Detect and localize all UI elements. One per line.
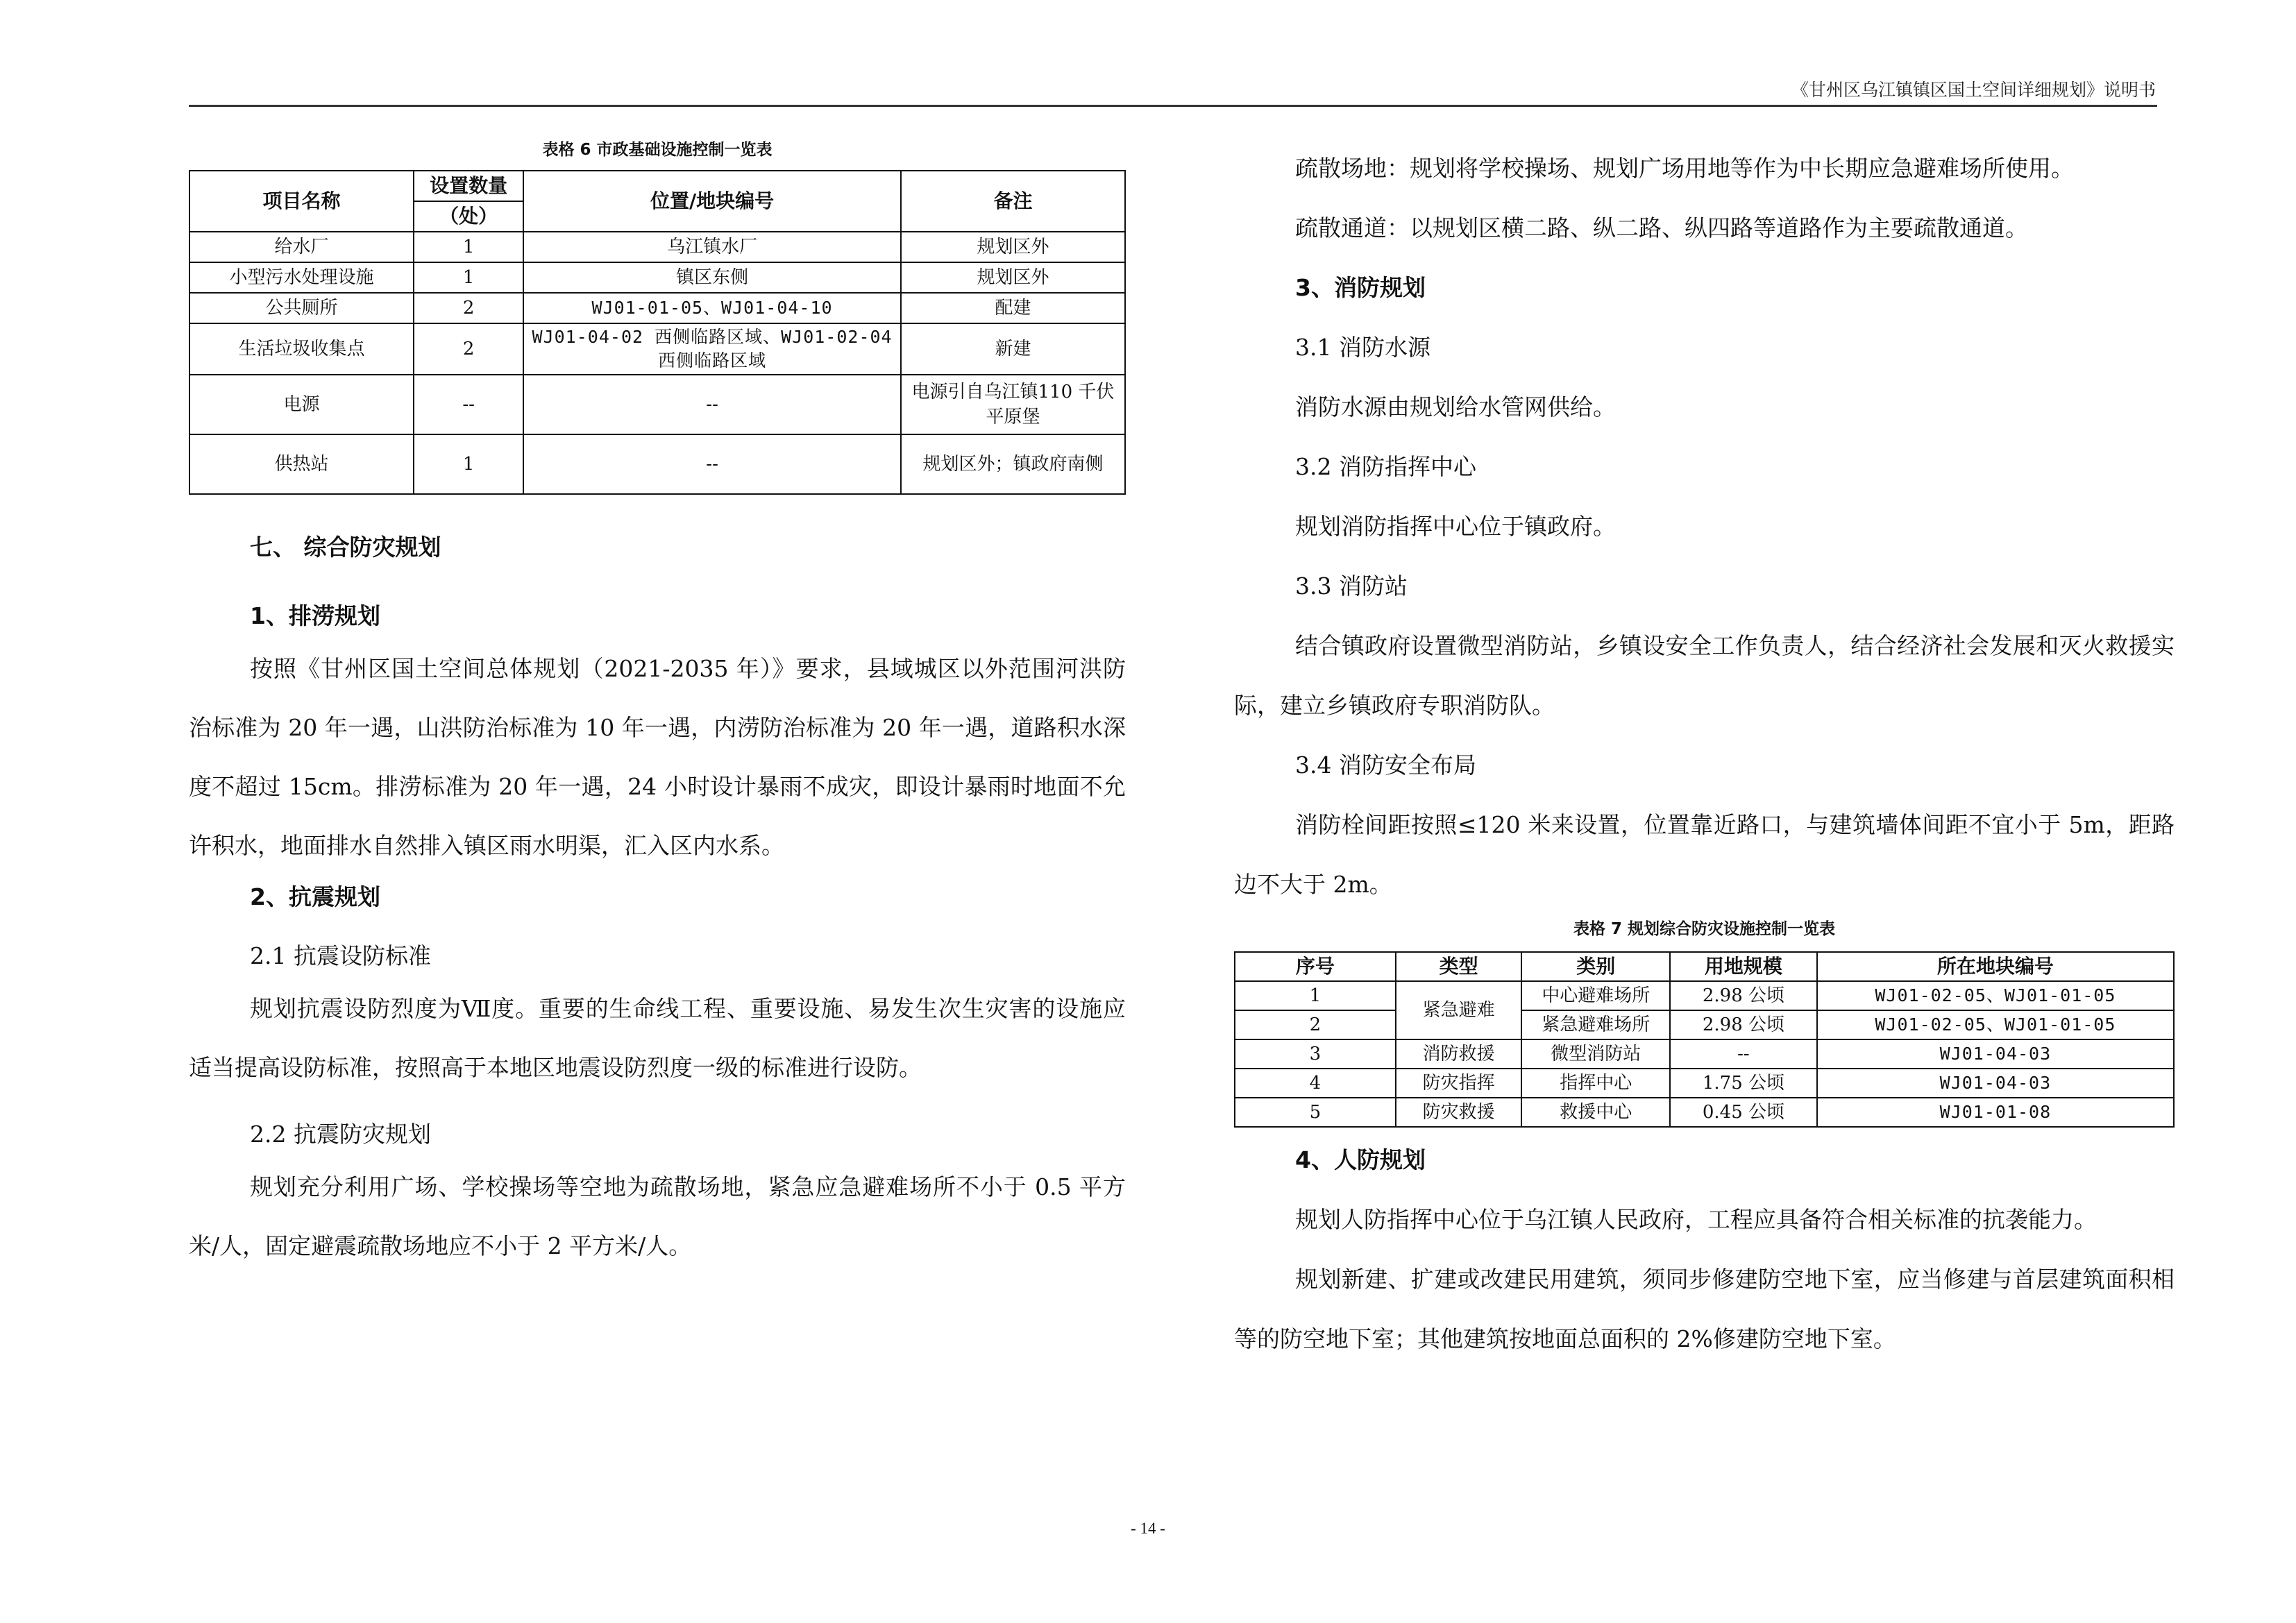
fire-station-heading: 3.3 消防站 xyxy=(1295,572,1408,600)
cell-count: 1 xyxy=(414,262,523,293)
cell-category: 救援中心 xyxy=(1521,1098,1670,1127)
cell-no: 2 xyxy=(1235,1010,1396,1039)
cell-note: 规划区外 xyxy=(901,232,1125,262)
cell-name: 公共厕所 xyxy=(189,293,414,323)
cell-note: 新建 xyxy=(901,323,1125,375)
cell-count: 2 xyxy=(414,293,523,323)
table7-header-type: 类型 xyxy=(1396,952,1521,981)
cell-area: 0.45 公顷 xyxy=(1670,1098,1817,1127)
cell-name: 供热站 xyxy=(189,434,414,494)
cell-type: 防灾救援 xyxy=(1396,1098,1521,1127)
table6-header-name: 项目名称 xyxy=(189,171,414,232)
seismic-standard-text: 规划抗震设防烈度为Ⅶ度。重要的生命线工程、重要设施、易发生次生灾害的设施应适当提高设防标准，按照高于本地区地震设防烈度一级的标准进行设防。 xyxy=(189,995,1126,1081)
cell-name: 给水厂 xyxy=(189,232,414,262)
cell-note: 电源引自乌江镇110 千伏平原堡 xyxy=(901,375,1125,434)
section7-heading: 七、 综合防灾规划 xyxy=(250,534,441,561)
cell-type: 防灾指挥 xyxy=(1396,1069,1521,1098)
seismic-standard-heading: 2.1 抗震设防标准 xyxy=(250,942,431,969)
fire-station-text: 结合镇政府设置微型消防站，乡镇设安全工作负责人，结合经济社会发展和灭火救援实际，建立乡镇政府专职消防队。 xyxy=(1234,632,2175,719)
table-row xyxy=(1235,981,2174,1010)
cell-type: 紧急避难 xyxy=(1396,981,1521,1039)
cell-category: 中心避难场所 xyxy=(1521,981,1670,1010)
seismic-plan-text: 规划充分利用广场、学校操场等空地为疏散场地，紧急应急避难场所不小于 0.5 平方米/人，固定避震疏散场地应不小于 2 平方米/人。 xyxy=(189,1173,1126,1259)
cell-count: 1 xyxy=(414,232,523,262)
seismic-plan-heading: 2.2 抗震防灾规划 xyxy=(250,1121,431,1148)
drainage-heading: 1、排涝规划 xyxy=(250,602,380,629)
fire-water-text: 消防水源由规划给水管网供给。 xyxy=(1295,393,1616,420)
fire-layout-heading: 3.4 消防安全布局 xyxy=(1295,751,1476,779)
fire-command-text: 规划消防指挥中心位于镇政府。 xyxy=(1295,513,1616,540)
page-number: - 14 - xyxy=(1131,1520,1165,1537)
cell-category: 指挥中心 xyxy=(1521,1069,1670,1098)
cell-location: -- xyxy=(523,434,901,494)
cell-plot: WJ01-02-05、WJ01-01-05 xyxy=(1817,981,2174,1010)
cell-name: 电源 xyxy=(189,375,414,434)
cell-note: 规划区外；镇政府南侧 xyxy=(901,434,1125,494)
table6-header-note: 备注 xyxy=(901,171,1125,232)
table7-header-row xyxy=(1235,952,2174,981)
left-column xyxy=(189,128,1126,1275)
table7-header-no: 序号 xyxy=(1235,952,1396,981)
cell-plot: WJ01-04-03 xyxy=(1817,1039,2174,1069)
cell-count: -- xyxy=(414,375,523,434)
table-row xyxy=(189,232,1125,262)
cell-note: 规划区外 xyxy=(901,262,1125,293)
fire-water-heading: 3.1 消防水源 xyxy=(1295,334,1430,361)
table7 xyxy=(1234,951,2175,1128)
cell-name: 生活垃圾收集点 xyxy=(189,323,414,375)
cell-note: 配建 xyxy=(901,293,1125,323)
table-row xyxy=(189,293,1125,323)
cell-location: WJ01-01-05、WJ01-04-10 xyxy=(523,293,901,323)
fire-command-heading: 3.2 消防指挥中心 xyxy=(1295,453,1476,480)
fire-layout-text: 消防栓间距按照≤120 米来设置，位置靠近路口，与建筑墙体间距不宜小于 5m，距路边不大于 2m。 xyxy=(1234,811,2175,898)
civil-defense-heading: 4、人防规划 xyxy=(1295,1146,1426,1173)
table6-caption: 表格 6 市政基础设施控制一览表 xyxy=(542,141,773,159)
table7-caption: 表格 7 规划综合防灾设施控制一览表 xyxy=(1573,920,1836,938)
table-row xyxy=(1235,1069,2174,1098)
seismic-heading: 2、抗震规划 xyxy=(250,883,380,910)
table-row xyxy=(1235,1010,2174,1039)
cell-type: 消防救援 xyxy=(1396,1039,1521,1069)
document-header-title: 《甘州区乌江镇镇区国土空间详细规划》说明书 xyxy=(1791,80,2156,100)
table-row xyxy=(1235,1098,2174,1127)
cell-no: 1 xyxy=(1235,981,1396,1010)
table6-header-count: 设置数量 xyxy=(414,171,523,201)
cell-area: -- xyxy=(1670,1039,1817,1069)
cell-plot: WJ01-02-05、WJ01-01-05 xyxy=(1817,1010,2174,1039)
table-row xyxy=(1235,1039,2174,1069)
cell-location: 乌江镇水厂 xyxy=(523,232,901,262)
cell-no: 5 xyxy=(1235,1098,1396,1127)
cell-category: 紧急避难场所 xyxy=(1521,1010,1670,1039)
table7-header-area: 用地规模 xyxy=(1670,952,1817,981)
civil-defense-text-2: 规划新建、扩建或改建民用建筑，须同步修建防空地下室，应当修建与首层建筑面积相等的防空地下室；其他建筑按地面总面积的 2%修建防空地下室。 xyxy=(1234,1266,2175,1352)
cell-name: 小型污水处理设施 xyxy=(189,262,414,293)
table6 xyxy=(189,170,1126,495)
table6-header-count-unit: （处） xyxy=(414,201,523,232)
header-rule xyxy=(189,105,2157,107)
table7-header-plot: 所在地块编号 xyxy=(1817,952,2174,981)
table-row xyxy=(189,375,1125,434)
table6-header-location: 位置/地块编号 xyxy=(523,171,901,232)
cell-plot: WJ01-01-08 xyxy=(1817,1098,2174,1127)
evacuation-route-text: 疏散通道：以规划区横二路、纵二路、纵四路等道路作为主要疏散通道。 xyxy=(1295,214,2028,241)
table6-header-row xyxy=(189,171,1125,201)
table-row xyxy=(189,262,1125,293)
right-column xyxy=(1234,139,2175,1369)
cell-count: 2 xyxy=(414,323,523,375)
table7-header-category: 类别 xyxy=(1521,952,1670,981)
drainage-text: 按照《甘州区国土空间总体规划（2021-2035 年）》要求，县域城区以外范围河洪防治标准为 20 年一遇，山洪防治标准为 10 年一遇，内涝防治标准为 20 年一遇，道路积水深度不超过 15cm。排涝标准为 20 年一遇，24 小时设计暴雨不成灾，即设计暴雨时地面不允许积水，地面排水自然排入镇区雨水明渠，汇入区内水系。 xyxy=(189,655,1126,859)
cell-count: 1 xyxy=(414,434,523,494)
cell-area: 2.98 公顷 xyxy=(1670,981,1817,1010)
cell-no: 4 xyxy=(1235,1069,1396,1098)
fire-heading: 3、消防规划 xyxy=(1295,274,1426,301)
table-row xyxy=(189,434,1125,494)
cell-location: 镇区东侧 xyxy=(523,262,901,293)
cell-location: WJ01-04-02 西侧临路区域、WJ01-02-04 西侧临路区域 xyxy=(523,323,901,375)
cell-no: 3 xyxy=(1235,1039,1396,1069)
cell-plot: WJ01-04-03 xyxy=(1817,1069,2174,1098)
evacuation-site-text: 疏散场地：规划将学校操场、规划广场用地等作为中长期应急避难场所使用。 xyxy=(1295,155,2074,182)
cell-location: -- xyxy=(523,375,901,434)
cell-area: 2.98 公顷 xyxy=(1670,1010,1817,1039)
cell-category: 微型消防站 xyxy=(1521,1039,1670,1069)
cell-area: 1.75 公顷 xyxy=(1670,1069,1817,1098)
table-row xyxy=(189,323,1125,375)
civil-defense-text-1: 规划人防指挥中心位于乌江镇人民政府，工程应具备符合相关标准的抗袭能力。 xyxy=(1295,1206,2097,1233)
